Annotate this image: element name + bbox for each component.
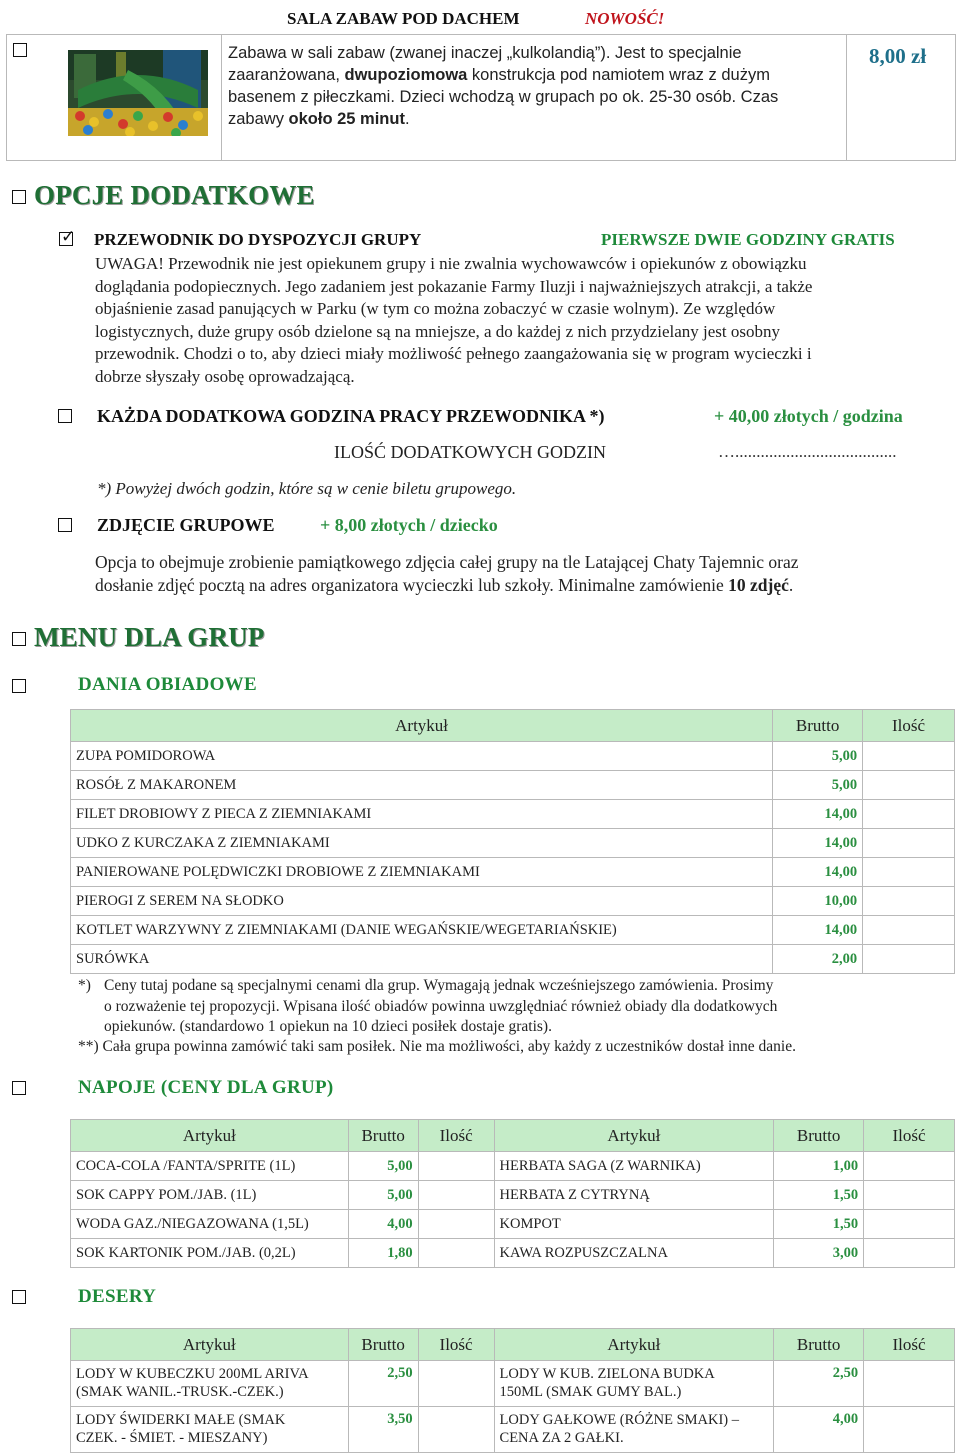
- table-header-row: [71, 710, 955, 742]
- desserts-title: DESERY: [78, 1286, 157, 1307]
- options-title: OPCJE DODATKOWE: [34, 180, 315, 210]
- dish-price: 2,00: [773, 945, 863, 974]
- table-row: [71, 945, 955, 974]
- new-badge: NOWOŚĆ!: [585, 9, 665, 28]
- text-line: doglądania podopiecznych. Jego zadaniem jest pokazanie Farmy Iluzji i najważniejszych atrakcji, a także: [95, 276, 813, 296]
- extra-hours-count-label: ILOŚĆ DODATKOWYCH GODZIN: [334, 442, 606, 462]
- table-row: [71, 1152, 955, 1181]
- dish-name: UDKO Z KURCZAKA Z ZIEMNIAKAMI: [71, 829, 773, 858]
- photo-price: + 8,00 złotych / dziecko: [320, 515, 498, 535]
- dish-name: ROSÓŁ Z MAKARONEM: [71, 771, 773, 800]
- dinners-checkbox[interactable]: [12, 679, 26, 693]
- text-line: UWAGA! Przewodnik nie jest opiekunem grupy i nie zwalnia wychowawców i opiekunów z obowiązku: [95, 254, 807, 273]
- col-header-gross: Brutto: [348, 1329, 418, 1361]
- text-line: objaśnienie zasad panujących w Parku (w tym co można zobaczyć w czasie wolnym). Ze względów: [95, 299, 776, 318]
- table-row: [71, 771, 955, 800]
- text-line: dobrze słyszały osobę oprowadzającą.: [95, 366, 355, 386]
- extra-hour-label: KAŻDA DODATKOWA GODZINA PRACY PRZEWODNIKA *): [97, 406, 605, 426]
- dinners-title: DANIA OBIADOWE: [78, 674, 257, 695]
- drinks-checkbox[interactable]: [12, 1081, 26, 1095]
- qty-input-cell[interactable]: [863, 771, 955, 800]
- dish-name: PANIEROWANE POLĘDWICZKI DROBIOWE Z ZIEMNIAKAMI: [71, 858, 773, 887]
- drink-name: KAWA ROZPUSZCZALNA: [494, 1239, 774, 1268]
- text-line: dosłanie zdjęć pocztą na adres organizatora wycieczki lub szkoły. Minimalne zamówienie 10 zdjęć.: [95, 575, 794, 595]
- drinks-title: NAPOJE (CENY DLA GRUP): [78, 1077, 334, 1098]
- dish-price: 10,00: [773, 887, 863, 916]
- drink-price: 1,50: [774, 1210, 864, 1239]
- drink-price: 1,00: [774, 1152, 864, 1181]
- text-line: Opcja to obejmuje zrobienie pamiątkowego zdjęcia całej grupy na tle Latającej Chaty Tajemnic oraz: [95, 552, 799, 572]
- col-header-qty: Ilość: [418, 1120, 494, 1152]
- dinners-table: [70, 709, 955, 974]
- guide-free-label: PIERWSZE DWIE GODZINY GRATIS: [601, 230, 895, 249]
- guide-checkbox[interactable]: [59, 232, 73, 246]
- desc-line: Zabawa w sali zabaw (zwanej inaczej „kulkolandią”). Jest to specjalnie: [228, 44, 742, 62]
- photo-label: ZDJĘCIE GRUPOWE: [97, 515, 275, 535]
- qty-input-cell[interactable]: [863, 945, 955, 974]
- section-header: [287, 9, 520, 29]
- col-header-qty: Ilość: [864, 1329, 955, 1361]
- guide-label: PRZEWODNIK DO DYSPOZYCJI GRUPY: [94, 230, 422, 249]
- dessert-name: LODY W KUB. ZIELONA BUDKA 150ML (SMAK GUMY BAL.): [494, 1361, 774, 1407]
- qty-input-cell[interactable]: [418, 1181, 494, 1210]
- col-header-qty: Ilość: [418, 1329, 494, 1361]
- dish-name: SURÓWKA: [71, 945, 773, 974]
- dessert-price: 4,00: [774, 1407, 864, 1453]
- table-row: [71, 916, 955, 945]
- table-row: [71, 742, 955, 771]
- drink-name: HERBATA Z CYTRYNĄ: [494, 1181, 774, 1210]
- note-line: opiekunów. (standardowo 1 opiekun na 10 dzieci posiłek dostaje gratis).: [104, 1018, 552, 1035]
- desc-line: basenem z piłeczkami. Dzieci wchodzą w grupach po ok. 25-30 osób. Czas: [228, 88, 779, 106]
- qty-input-cell[interactable]: [864, 1361, 955, 1407]
- photo-checkbox[interactable]: [58, 518, 72, 532]
- drink-name: HERBATA SAGA (Z WARNIKA): [494, 1152, 774, 1181]
- guide-description: [95, 253, 945, 388]
- dish-price: 5,00: [773, 742, 863, 771]
- drink-price: 5,00: [348, 1181, 418, 1210]
- col-header-article: Artykuł: [71, 1120, 349, 1152]
- dish-name: PIEROGI Z SEREM NA SŁODKO: [71, 887, 773, 916]
- qty-input-cell[interactable]: [864, 1152, 955, 1181]
- drink-price: 5,00: [348, 1152, 418, 1181]
- dessert-price: 3,50: [348, 1407, 418, 1453]
- col-header-article: Artykuł: [494, 1329, 774, 1361]
- col-header-qty: Ilość: [864, 1120, 955, 1152]
- dish-price: 14,00: [773, 829, 863, 858]
- dish-name: FILET DROBIOWY Z PIECA Z ZIEMNIAKAMI: [71, 800, 773, 829]
- note-line: Ceny tutaj podane są specjalnymi cenami dla grup. Wymagają jednak wcześniejszego zamówienia. Prosimy: [104, 977, 774, 994]
- note-marker: *): [78, 977, 91, 994]
- text-line: przewodnik. Chodzi o to, aby dzieci miały możliwość pełnego zaangażowania się w program wycieczki i: [95, 344, 812, 363]
- drink-price: 1,80: [348, 1239, 418, 1268]
- table-header-row: [71, 1120, 955, 1152]
- qty-input-cell[interactable]: [863, 887, 955, 916]
- col-header-gross: Brutto: [348, 1120, 418, 1152]
- dish-name: KOTLET WARZYWNY Z ZIEMNIAKAMI (DANIE WEGAŃSKIE/WEGETARIAŃSKIE): [71, 916, 773, 945]
- col-header-gross: Brutto: [774, 1120, 864, 1152]
- options-checkbox[interactable]: [12, 190, 26, 204]
- section-title: SALA ZABAW POD DACHEM: [287, 9, 520, 28]
- desserts-checkbox[interactable]: [12, 1290, 26, 1304]
- qty-input-cell[interactable]: [863, 742, 955, 771]
- table-header-row: [71, 1329, 955, 1361]
- dinners-note-1: [78, 976, 938, 1038]
- extra-hour-price: + 40,00 złotych / godzina: [714, 406, 903, 426]
- dish-price: 14,00: [773, 916, 863, 945]
- dinners-note-2: **) Cała grupa powinna zamówić taki sam posiłek. Nie ma możliwości, aby każdy z uczestników dostał inne danie.: [78, 1038, 796, 1055]
- playroom-checkbox[interactable]: [13, 43, 27, 57]
- qty-input-cell[interactable]: [863, 800, 955, 829]
- qty-input-cell[interactable]: [863, 916, 955, 945]
- table-row: [71, 800, 955, 829]
- dish-price: 14,00: [773, 858, 863, 887]
- playroom-description: [228, 42, 838, 130]
- menu-title: MENU DLA GRUP: [34, 622, 265, 652]
- table-row: [71, 1407, 955, 1453]
- text-line: logistycznych, duże grupy osób dzielone są na mniejsze, a do każdej z nich przydzielany jest osobny: [95, 321, 780, 341]
- qty-input-cell[interactable]: [864, 1181, 955, 1210]
- qty-input-cell[interactable]: [863, 829, 955, 858]
- col-header-article: Artykuł: [494, 1120, 774, 1152]
- dessert-name: LODY ŚWIDERKI MAŁE (SMAK CZEK. - ŚMIET. - MIESZANY): [71, 1407, 349, 1453]
- desc-line: zabawy około 25 minut.: [228, 110, 410, 128]
- desserts-table: [70, 1328, 955, 1453]
- dish-price: 5,00: [773, 771, 863, 800]
- qty-input-cell[interactable]: [418, 1210, 494, 1239]
- dessert-price: 2,50: [348, 1361, 418, 1407]
- drink-name: SOK CAPPY POM./JAB. (1L): [71, 1181, 349, 1210]
- table-row: [71, 887, 955, 916]
- qty-input-cell[interactable]: [418, 1152, 494, 1181]
- dessert-price: 2,50: [774, 1361, 864, 1407]
- table-row: [71, 858, 955, 887]
- table-row: [71, 1361, 955, 1407]
- extra-hour-note: *) Powyżej dwóch godzin, które są w cenie biletu grupowego.: [97, 479, 517, 498]
- drink-name: SOK KARTONIK POM./JAB. (0,2L): [71, 1239, 349, 1268]
- drink-name: WODA GAZ./NIEGAZOWANA (1,5L): [71, 1210, 349, 1239]
- playroom-price: 8,00 zł: [869, 44, 927, 68]
- dish-name: ZUPA POMIDOROWA: [71, 742, 773, 771]
- drinks-table: [70, 1119, 955, 1268]
- col-header-gross: Brutto: [774, 1329, 864, 1361]
- qty-input-cell[interactable]: [418, 1239, 494, 1268]
- photo-description: [95, 551, 945, 597]
- col-header-article: Artykuł: [71, 1329, 349, 1361]
- desc-line: zaaranżowana, dwupoziomowa konstrukcja pod namiotem wraz z dużym: [228, 66, 770, 84]
- table-row: [71, 1181, 955, 1210]
- extra-hours-count-field[interactable]: …......................................: [718, 442, 897, 461]
- drink-price: 1,50: [774, 1181, 864, 1210]
- note-line: o rozważenie tej propozycji. Wpisana ilość obiadów powinna uwzględniać również obiady dla dodatkowych: [104, 997, 778, 1015]
- col-header-article: Artykuł: [71, 710, 773, 742]
- menu-checkbox[interactable]: [12, 632, 26, 646]
- table-row: [71, 1210, 955, 1239]
- drink-price: 3,00: [774, 1239, 864, 1268]
- col-header-qty: Ilość: [863, 710, 955, 742]
- drink-name: KOMPOT: [494, 1210, 774, 1239]
- playground-photo: [68, 50, 208, 136]
- table-row: [71, 1239, 955, 1268]
- dish-price: 14,00: [773, 800, 863, 829]
- drink-name: COCA-COLA /FANTA/SPRITE (1L): [71, 1152, 349, 1181]
- qty-input-cell[interactable]: [864, 1239, 955, 1268]
- col-header-gross: Brutto: [773, 710, 863, 742]
- qty-input-cell[interactable]: [864, 1210, 955, 1239]
- dessert-name: LODY W KUBECZKU 200ML ARIVA (SMAK WANIL.-TRUSK.-CZEK.): [71, 1361, 349, 1407]
- dessert-name: LODY GAŁKOWE (RÓŻNE SMAKI) – CENA ZA 2 GAŁKI.: [494, 1407, 774, 1453]
- extra-hour-checkbox[interactable]: [58, 409, 72, 423]
- table-row: [71, 829, 955, 858]
- qty-input-cell[interactable]: [863, 858, 955, 887]
- drink-price: 4,00: [348, 1210, 418, 1239]
- qty-input-cell[interactable]: [418, 1361, 494, 1407]
- qty-input-cell[interactable]: [418, 1407, 494, 1453]
- qty-input-cell[interactable]: [864, 1407, 955, 1453]
